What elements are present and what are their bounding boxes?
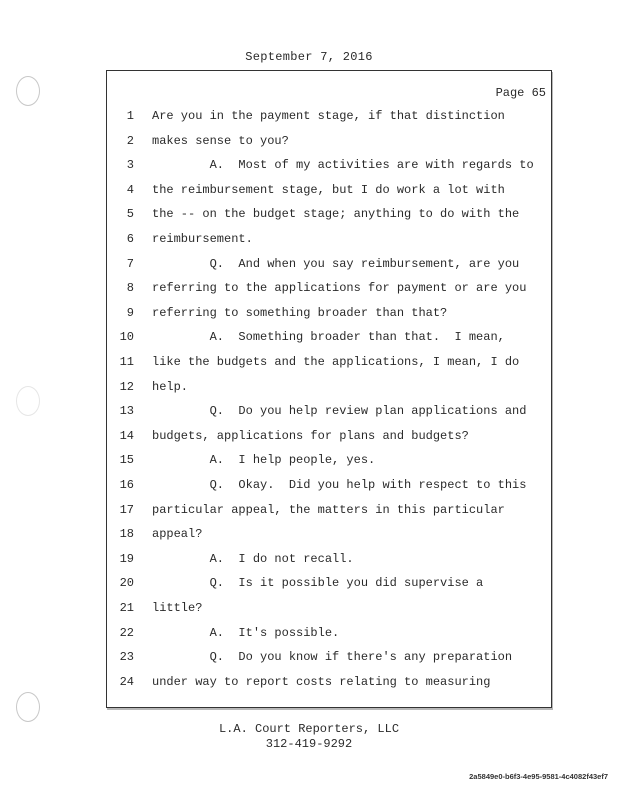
line-text: little?: [152, 601, 203, 615]
line-number: 6: [126, 232, 134, 246]
line-number: 19: [119, 551, 134, 566]
line-text: particular appeal, the matters in this particular: [152, 502, 505, 517]
transcript-line: [0, 498, 552, 522]
line-number: 23: [119, 650, 134, 665]
line-number: 24: [119, 674, 134, 689]
transcript-date: September 7, 2016: [245, 50, 373, 64]
transcript-line: [0, 645, 552, 669]
transcript-line: [0, 153, 552, 177]
line-number: 1: [126, 109, 134, 123]
line-text: help.: [152, 379, 189, 394]
line-number: 4: [126, 182, 134, 197]
line-number: 9: [126, 305, 134, 320]
line-number: 14: [119, 428, 134, 443]
transcript-line: [0, 399, 552, 423]
line-number: 20: [119, 576, 134, 591]
line-number: 15: [119, 453, 134, 468]
line-text: budgets, applications for plans and budgets?: [152, 428, 469, 443]
transcript-line: [0, 252, 552, 276]
line-text: Q. And when you say reimbursement, are you: [152, 256, 520, 271]
line-text: the -- on the budget stage; anything to do with the: [152, 207, 520, 222]
reporter-company: L.A. Court Reporters, LLC: [218, 722, 400, 736]
reporter-footer: [0, 722, 618, 752]
line-number: 12: [119, 379, 134, 394]
line-number: 2: [126, 133, 134, 148]
transcript-line: [0, 129, 552, 153]
line-number: 11: [119, 355, 134, 369]
transcript-line: [0, 424, 552, 448]
line-text: referring to something broader than that?: [152, 305, 448, 320]
line-text: A. Most of my activities are with regards to: [152, 158, 534, 173]
line-number: 21: [119, 601, 134, 615]
transcript-line: [0, 301, 552, 325]
line-number: 16: [119, 478, 134, 492]
line-text: reimbursement.: [152, 232, 253, 246]
transcript-line: [0, 621, 552, 645]
line-number: 8: [126, 281, 134, 296]
transcript-line: [0, 178, 552, 202]
line-number: 3: [126, 158, 134, 173]
line-text: Q. Is it possible you did supervise a: [152, 576, 484, 591]
line-number: 22: [119, 625, 134, 640]
line-text: A. I help people, yes.: [152, 453, 376, 468]
transcript-line: [0, 547, 552, 571]
line-number: 17: [119, 502, 134, 517]
line-number: 5: [126, 207, 134, 222]
transcript-line: [0, 522, 552, 546]
line-text: Q. Do you help review plan applications and: [152, 404, 527, 419]
line-number: 10: [119, 330, 134, 345]
line-text: Are you in the payment stage, if that distinction: [152, 109, 505, 123]
line-number: 13: [119, 404, 134, 419]
punch-hole-bottom: [16, 692, 40, 722]
line-number: 18: [119, 527, 134, 542]
transcript-line: [0, 571, 552, 595]
reporter-phone: 312-419-9292: [265, 737, 353, 751]
line-text: A. Something broader than that. I mean,: [152, 330, 505, 345]
transcript-line: [0, 350, 552, 374]
transcript-line: [0, 325, 552, 349]
transcript-line: [0, 670, 552, 694]
document-hash: 2a5849e0-b6f3-4e95-9581-4c4082f43ef7: [469, 772, 608, 781]
transcript-line: [0, 448, 552, 472]
transcript-line: [0, 202, 552, 226]
page-number: Page 65: [495, 86, 546, 100]
transcript-line: [0, 596, 552, 620]
transcript-line: [0, 227, 552, 251]
transcript-line: [0, 375, 552, 399]
line-text: A. I do not recall.: [152, 551, 354, 566]
line-text: referring to the applications for payment or are you: [152, 281, 527, 296]
line-text: appeal?: [152, 527, 203, 542]
line-text: A. It's possible.: [152, 625, 340, 640]
line-text: like the budgets and the applications, I mean, I do: [152, 355, 520, 369]
transcript-line: [0, 276, 552, 300]
line-text: makes sense to you?: [152, 133, 289, 148]
line-number: 7: [126, 256, 134, 271]
line-text: Q. Do you know if there's any preparation: [152, 650, 513, 665]
line-text: under way to report costs relating to measuring: [152, 674, 491, 689]
line-text: the reimbursement stage, but I do work a lot with: [152, 182, 505, 197]
punch-hole-top: [16, 76, 40, 106]
transcript-line: [0, 104, 552, 128]
transcript-line: [0, 473, 552, 497]
line-text: Q. Okay. Did you help with respect to this: [152, 478, 527, 492]
